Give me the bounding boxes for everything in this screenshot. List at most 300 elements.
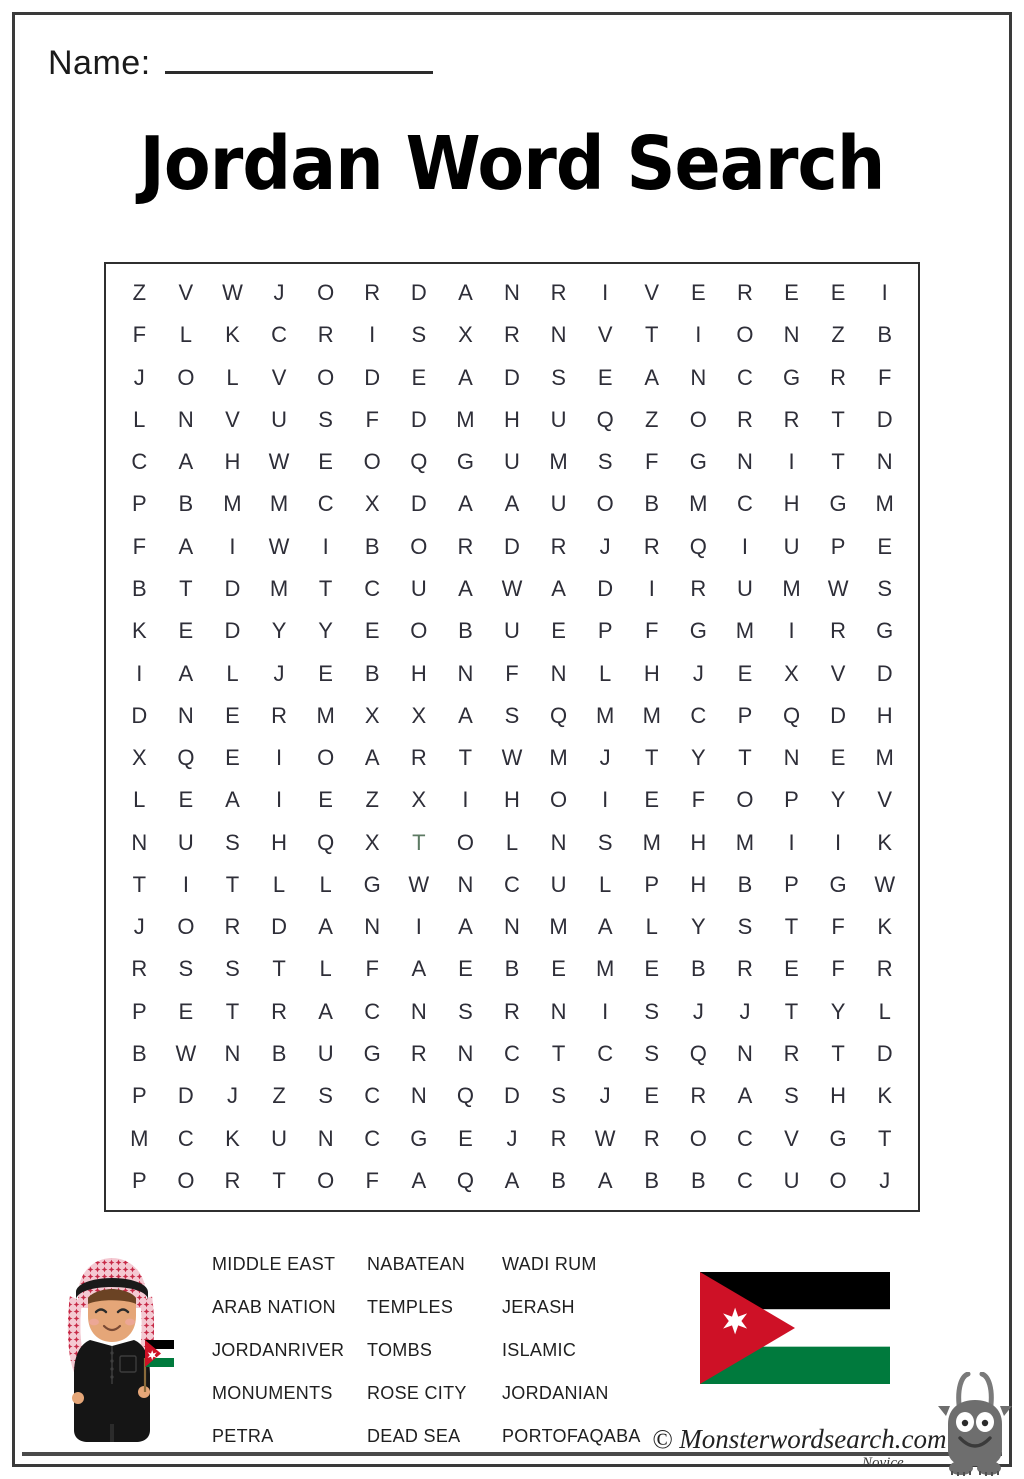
grid-cell[interactable]: A [458,280,473,306]
grid-cell[interactable]: C [736,1125,753,1151]
grid-cell[interactable]: Q [689,533,707,559]
grid-cell[interactable]: C [690,702,707,728]
grid-cell[interactable]: S [551,364,566,390]
grid-cell[interactable]: B [644,1167,660,1193]
grid-cell[interactable]: N [550,322,567,348]
grid-cell[interactable]: N [457,871,474,897]
grid-cell[interactable]: P [737,702,753,728]
grid-cell[interactable]: C [364,1125,381,1151]
grid-cell[interactable]: D [504,1083,520,1109]
grid-cell[interactable]: E [644,787,660,813]
grid-cell[interactable]: N [736,1041,753,1067]
grid-cell[interactable]: C [271,322,287,348]
grid-cell[interactable]: M [223,491,242,517]
grid-cell[interactable]: F [877,364,892,390]
grid-cell[interactable]: T [132,871,147,897]
grid-cell[interactable]: M [596,956,615,982]
grid-cell[interactable]: P [784,871,799,897]
grid-cell[interactable]: L [599,871,612,897]
grid-cell[interactable]: Q [177,745,195,771]
grid-cell[interactable]: H [830,1083,847,1109]
grid-cell[interactable]: E [178,618,194,644]
grid-cell[interactable]: P [830,533,846,559]
word-list-item[interactable]: TOMBS [367,1340,433,1360]
grid-cell[interactable]: B [877,322,893,348]
word-list-item[interactable]: MONUMENTS [212,1383,333,1403]
grid-cell[interactable]: E [830,280,846,306]
grid-cell[interactable]: C [597,1041,614,1067]
grid-cell[interactable]: M [269,576,289,602]
grid-cell[interactable]: S [504,702,520,728]
grid-cell[interactable]: F [645,618,659,644]
grid-cell[interactable]: A [597,1167,613,1193]
grid-cell[interactable]: M [642,702,661,728]
word-list-item[interactable]: ARAB NATION [212,1297,336,1317]
grid-cell[interactable]: R [830,618,847,644]
grid-cell[interactable]: I [602,998,609,1024]
grid-cell[interactable]: N [550,829,567,855]
grid-cell[interactable]: U [550,871,567,897]
grid-cell[interactable]: O [317,364,335,390]
grid-cell[interactable]: F [132,322,147,348]
grid-cell[interactable]: R [830,364,847,390]
grid-cell[interactable]: D [876,406,893,432]
word-list-item[interactable]: TEMPLES [367,1297,454,1317]
grid-cell[interactable]: Q [456,1167,474,1193]
word-list-item[interactable]: PETRA [212,1426,274,1446]
grid-cell[interactable]: D [177,1083,194,1109]
grid-cell[interactable]: O [317,1167,335,1193]
grid-cell[interactable]: L [133,787,146,813]
grid-cell[interactable]: X [784,660,799,686]
grid-cell[interactable]: D [830,702,847,728]
grid-cell[interactable]: F [365,406,379,432]
grid-cell[interactable]: E [178,787,194,813]
grid-cell[interactable]: N [783,745,800,771]
grid-cell[interactable]: T [784,914,799,940]
grid-cell[interactable]: W [594,1125,616,1151]
grid-cell[interactable]: G [363,1041,381,1067]
grid-cell[interactable]: U [550,491,567,517]
grid-cell[interactable]: B [131,1041,147,1067]
grid-cell[interactable]: U [271,406,287,432]
grid-cell[interactable]: S [225,829,240,855]
grid-cell[interactable]: Q [410,449,428,475]
grid-cell[interactable]: J [739,998,751,1024]
grid-cell[interactable]: K [225,322,240,348]
grid-cell[interactable]: N [317,1125,334,1151]
grid-cell[interactable]: H [504,406,520,432]
grid-cell[interactable]: F [691,787,706,813]
grid-cell[interactable]: I [462,787,469,813]
grid-cell[interactable]: R [364,280,381,306]
grid-cell[interactable]: L [599,660,612,686]
grid-cell[interactable]: D [364,364,381,390]
grid-cell[interactable]: U [410,576,427,602]
grid-cell[interactable]: X [411,787,427,813]
grid-cell[interactable]: D [504,533,520,559]
grid-cell[interactable]: N [457,1041,474,1067]
grid-cell[interactable]: J [599,745,611,771]
grid-cell[interactable]: Z [272,1083,286,1109]
grid-cell[interactable]: G [410,1125,428,1151]
grid-cell[interactable]: R [736,406,753,432]
grid-cell[interactable]: E [551,956,566,982]
grid-cell[interactable]: N [504,280,520,306]
grid-cell[interactable]: O [317,280,335,306]
grid-cell[interactable]: D [131,702,148,728]
grid-cell[interactable]: B [551,1167,566,1193]
grid-cell[interactable]: Q [317,829,335,855]
grid-cell[interactable]: J [226,1083,238,1109]
grid-cell[interactable]: M [875,745,894,771]
grid-cell[interactable]: C [736,1167,753,1193]
grid-cell[interactable]: I [881,280,888,306]
grid-cell[interactable]: M [782,576,801,602]
grid-cell[interactable]: K [877,914,893,940]
grid-cell[interactable]: F [831,914,845,940]
grid-cell[interactable]: Q [782,702,801,728]
grid-cell[interactable]: R [224,1167,241,1193]
grid-cell[interactable]: O [410,618,428,644]
grid-cell[interactable]: N [364,914,381,940]
grid-cell[interactable]: P [784,787,799,813]
grid-cell[interactable]: J [599,533,611,559]
grid-cell[interactable]: T [458,745,473,771]
grid-cell[interactable]: V [830,660,846,686]
grid-cell[interactable]: N [177,406,194,432]
grid-cell[interactable]: R [131,956,148,982]
grid-cell[interactable]: R [410,745,427,771]
grid-cell[interactable]: M [456,406,475,432]
grid-cell[interactable]: A [458,914,473,940]
grid-cell[interactable]: G [876,618,894,644]
grid-cell[interactable]: I [835,829,842,855]
grid-cell[interactable]: R [643,1125,660,1151]
grid-cell[interactable]: F [645,449,659,475]
grid-cell[interactable]: A [458,702,473,728]
grid-cell[interactable]: V [225,406,240,432]
grid-cell[interactable]: R [457,533,474,559]
grid-cell[interactable]: H [504,787,520,813]
grid-cell[interactable]: W [501,745,523,771]
grid-cell[interactable]: E [691,280,706,306]
grid-cell[interactable]: N [457,660,474,686]
word-list-item[interactable]: ROSE CITY [367,1383,467,1403]
word-list-item[interactable]: NABATEAN [367,1254,466,1274]
grid-cell[interactable]: E [877,533,893,559]
grid-cell[interactable]: E [225,702,240,728]
grid-cell[interactable]: M [549,914,568,940]
grid-cell[interactable]: A [318,998,333,1024]
grid-cell[interactable]: I [648,576,655,602]
grid-cell[interactable]: O [410,533,428,559]
grid-cell[interactable]: N [550,998,567,1024]
grid-cell[interactable]: Z [645,406,659,432]
grid-cell[interactable]: A [458,364,473,390]
grid-cell[interactable]: V [271,364,287,390]
grid-cell[interactable]: B [271,1041,287,1067]
grid-cell[interactable]: M [642,829,661,855]
grid-cell[interactable]: W [268,449,290,475]
grid-cell[interactable]: S [178,956,194,982]
grid-cell[interactable]: M [735,829,755,855]
grid-cell[interactable]: L [319,871,332,897]
grid-cell[interactable]: U [317,1041,334,1067]
grid-cell[interactable]: T [784,998,799,1024]
grid-cell[interactable]: T [179,576,193,602]
grid-cell[interactable]: S [458,998,473,1024]
grid-cell[interactable]: V [178,280,194,306]
grid-cell[interactable]: D [504,364,520,390]
grid-cell[interactable]: O [177,1167,195,1193]
grid-cell[interactable]: I [741,533,748,559]
grid-cell[interactable]: O [317,745,335,771]
grid-cell[interactable]: R [271,702,287,728]
grid-cell[interactable]: G [782,364,801,390]
grid-cell[interactable]: N [690,364,707,390]
grid-cell[interactable]: C [364,576,381,602]
grid-cell[interactable]: E [318,660,333,686]
grid-cell[interactable]: M [549,449,568,475]
grid-cell[interactable]: W [874,871,896,897]
grid-cell[interactable]: D [876,1041,893,1067]
grid-cell[interactable]: T [738,745,752,771]
grid-cell[interactable]: T [272,1167,286,1193]
grid-cell[interactable]: N [177,702,194,728]
grid-cell[interactable]: W [827,576,849,602]
grid-cell[interactable]: I [695,322,702,348]
grid-cell[interactable]: N [550,660,567,686]
grid-cell[interactable]: R [690,1083,707,1109]
grid-cell[interactable]: R [550,280,567,306]
grid-cell[interactable]: P [597,618,613,644]
grid-cell[interactable]: D [410,406,427,432]
grid-cell[interactable]: R [224,914,241,940]
grid-cell[interactable]: E [737,660,753,686]
grid-cell[interactable]: S [225,956,240,982]
grid-cell[interactable]: A [597,914,613,940]
grid-cell[interactable]: W [408,871,430,897]
grid-cell[interactable]: R [317,322,334,348]
grid-cell[interactable]: U [271,1125,287,1151]
grid-cell[interactable]: N [410,1083,427,1109]
grid-cell[interactable]: O [177,364,195,390]
grid-cell[interactable]: T [412,829,426,855]
word-list-item[interactable]: JERASH [502,1297,575,1317]
grid-cell[interactable]: I [415,914,422,940]
word-list-item[interactable]: PORTOFAQABA [502,1426,641,1446]
grid-cell[interactable]: C [317,491,334,517]
word-list-item[interactable]: ISLAMIC [502,1340,577,1360]
grid-cell[interactable]: Y [318,618,333,644]
grid-cell[interactable]: K [877,829,893,855]
grid-cell[interactable]: C [131,449,148,475]
grid-cell[interactable]: A [458,576,473,602]
grid-cell[interactable]: W [175,1041,197,1067]
grid-cell[interactable]: H [690,871,707,897]
grid-cell[interactable]: R [271,998,287,1024]
grid-cell[interactable]: A [364,745,380,771]
grid-cell[interactable]: T [645,745,659,771]
grid-cell[interactable]: F [831,956,845,982]
grid-cell[interactable]: C [177,1125,194,1151]
grid-cell[interactable]: D [410,280,427,306]
grid-cell[interactable]: W [268,533,290,559]
word-list-item[interactable]: JORDANIAN [502,1383,609,1403]
grid-cell[interactable]: T [318,576,333,602]
grid-cell[interactable]: E [784,956,799,982]
grid-cell[interactable]: L [505,829,519,855]
grid-cell[interactable]: J [133,914,145,940]
grid-cell[interactable]: Y [830,998,846,1024]
grid-cell[interactable]: V [644,280,660,306]
grid-cell[interactable]: H [690,829,707,855]
grid-cell[interactable]: A [225,787,240,813]
grid-cell[interactable]: M [549,745,568,771]
grid-cell[interactable]: N [783,322,800,348]
grid-cell[interactable]: A [178,660,194,686]
grid-cell[interactable]: E [784,280,799,306]
grid-cell[interactable]: R [783,1041,800,1067]
word-list-item[interactable]: DEAD SEA [367,1426,461,1446]
grid-cell[interactable]: O [689,1125,707,1151]
grid-cell[interactable]: E [178,998,194,1024]
grid-cell[interactable]: T [272,956,286,982]
grid-cell[interactable]: H [410,660,427,686]
grid-cell[interactable]: T [831,1041,845,1067]
grid-cell[interactable]: Q [550,702,568,728]
grid-cell[interactable]: X [411,702,427,728]
grid-cell[interactable]: D [224,618,241,644]
grid-cell[interactable]: C [736,491,753,517]
name-input-blank[interactable] [165,45,433,74]
grid-cell[interactable]: A [411,1167,427,1193]
grid-cell[interactable]: K [877,1083,893,1109]
grid-cell[interactable]: I [229,533,236,559]
grid-cell[interactable]: B [504,956,520,982]
grid-cell[interactable]: C [504,1041,520,1067]
grid-cell[interactable]: D [224,576,241,602]
grid-cell[interactable]: T [877,1125,892,1151]
grid-cell[interactable]: E [644,956,660,982]
grid-cell[interactable]: B [364,660,380,686]
grid-cell[interactable]: Z [132,280,147,306]
grid-cell[interactable]: A [504,491,520,517]
grid-cell[interactable]: B [178,491,194,517]
grid-cell[interactable]: R [504,322,520,348]
grid-cell[interactable]: X [131,745,147,771]
grid-cell[interactable]: S [318,406,333,432]
grid-cell[interactable]: H [643,660,660,686]
grid-cell[interactable]: J [692,998,704,1024]
grid-cell[interactable]: N [736,449,753,475]
grid-cell[interactable]: C [736,364,753,390]
grid-cell[interactable]: Z [831,322,845,348]
grid-cell[interactable]: L [179,322,192,348]
grid-cell[interactable]: C [504,871,520,897]
grid-cell[interactable]: U [504,618,520,644]
grid-cell[interactable]: D [597,576,614,602]
grid-cell[interactable]: R [643,533,660,559]
grid-cell[interactable]: B [737,871,753,897]
grid-cell[interactable]: C [364,998,381,1024]
grid-cell[interactable]: H [876,702,893,728]
grid-cell[interactable]: X [364,491,380,517]
grid-cell[interactable]: B [644,491,660,517]
word-list-item[interactable]: WADI RUM [502,1254,597,1274]
grid-cell[interactable]: F [132,533,147,559]
grid-cell[interactable]: S [737,914,753,940]
grid-cell[interactable]: T [831,449,845,475]
grid-cell[interactable]: H [224,449,241,475]
grid-cell[interactable]: L [645,914,658,940]
grid-cell[interactable]: B [364,533,380,559]
grid-cell[interactable]: A [458,491,473,517]
grid-cell[interactable]: L [226,364,239,390]
grid-cell[interactable]: B [691,956,706,982]
grid-cell[interactable]: V [877,787,893,813]
grid-cell[interactable]: E [830,745,846,771]
grid-cell[interactable]: G [829,1125,847,1151]
grid-cell[interactable]: T [645,322,659,348]
grid-cell[interactable]: G [689,449,707,475]
grid-cell[interactable]: O [736,787,754,813]
grid-cell[interactable]: X [364,829,380,855]
grid-cell[interactable]: G [689,618,707,644]
grid-cell[interactable]: H [271,829,287,855]
grid-cell[interactable]: F [505,660,519,686]
grid-cell[interactable]: S [644,1041,660,1067]
grid-cell[interactable]: E [458,1125,473,1151]
grid-cell[interactable]: O [596,491,614,517]
grid-cell[interactable]: A [504,1167,520,1193]
grid-cell[interactable]: U [783,1167,800,1193]
grid-cell[interactable]: W [222,280,243,306]
grid-cell[interactable]: L [226,660,239,686]
grid-cell[interactable]: J [273,280,285,306]
grid-cell[interactable]: D [410,491,427,517]
grid-cell[interactable]: M [130,1125,149,1151]
word-search-grid[interactable] [106,264,918,1210]
grid-cell[interactable]: F [365,956,379,982]
grid-cell[interactable]: Q [456,1083,474,1109]
grid-cell[interactable]: I [602,280,609,306]
grid-cell[interactable]: G [829,491,847,517]
grid-cell[interactable]: R [504,998,520,1024]
grid-cell[interactable]: O [689,406,707,432]
grid-cell[interactable]: J [599,1083,611,1109]
grid-cell[interactable]: S [877,576,893,602]
grid-cell[interactable]: U [736,576,753,602]
grid-cell[interactable]: S [784,1083,799,1109]
grid-cell[interactable]: S [597,829,613,855]
grid-cell[interactable]: P [131,1083,147,1109]
grid-cell[interactable]: R [550,533,567,559]
grid-cell[interactable]: J [133,364,145,390]
grid-cell[interactable]: L [272,871,286,897]
grid-cell[interactable]: J [692,660,704,686]
grid-cell[interactable]: K [131,618,147,644]
grid-cell[interactable]: V [784,1125,799,1151]
grid-cell[interactable]: X [458,322,473,348]
grid-cell[interactable]: S [597,449,613,475]
grid-cell[interactable]: B [691,1167,706,1193]
grid-cell[interactable]: I [322,533,329,559]
grid-cell[interactable]: U [550,406,567,432]
grid-cell[interactable]: E [597,364,613,390]
grid-cell[interactable]: C [364,1083,381,1109]
